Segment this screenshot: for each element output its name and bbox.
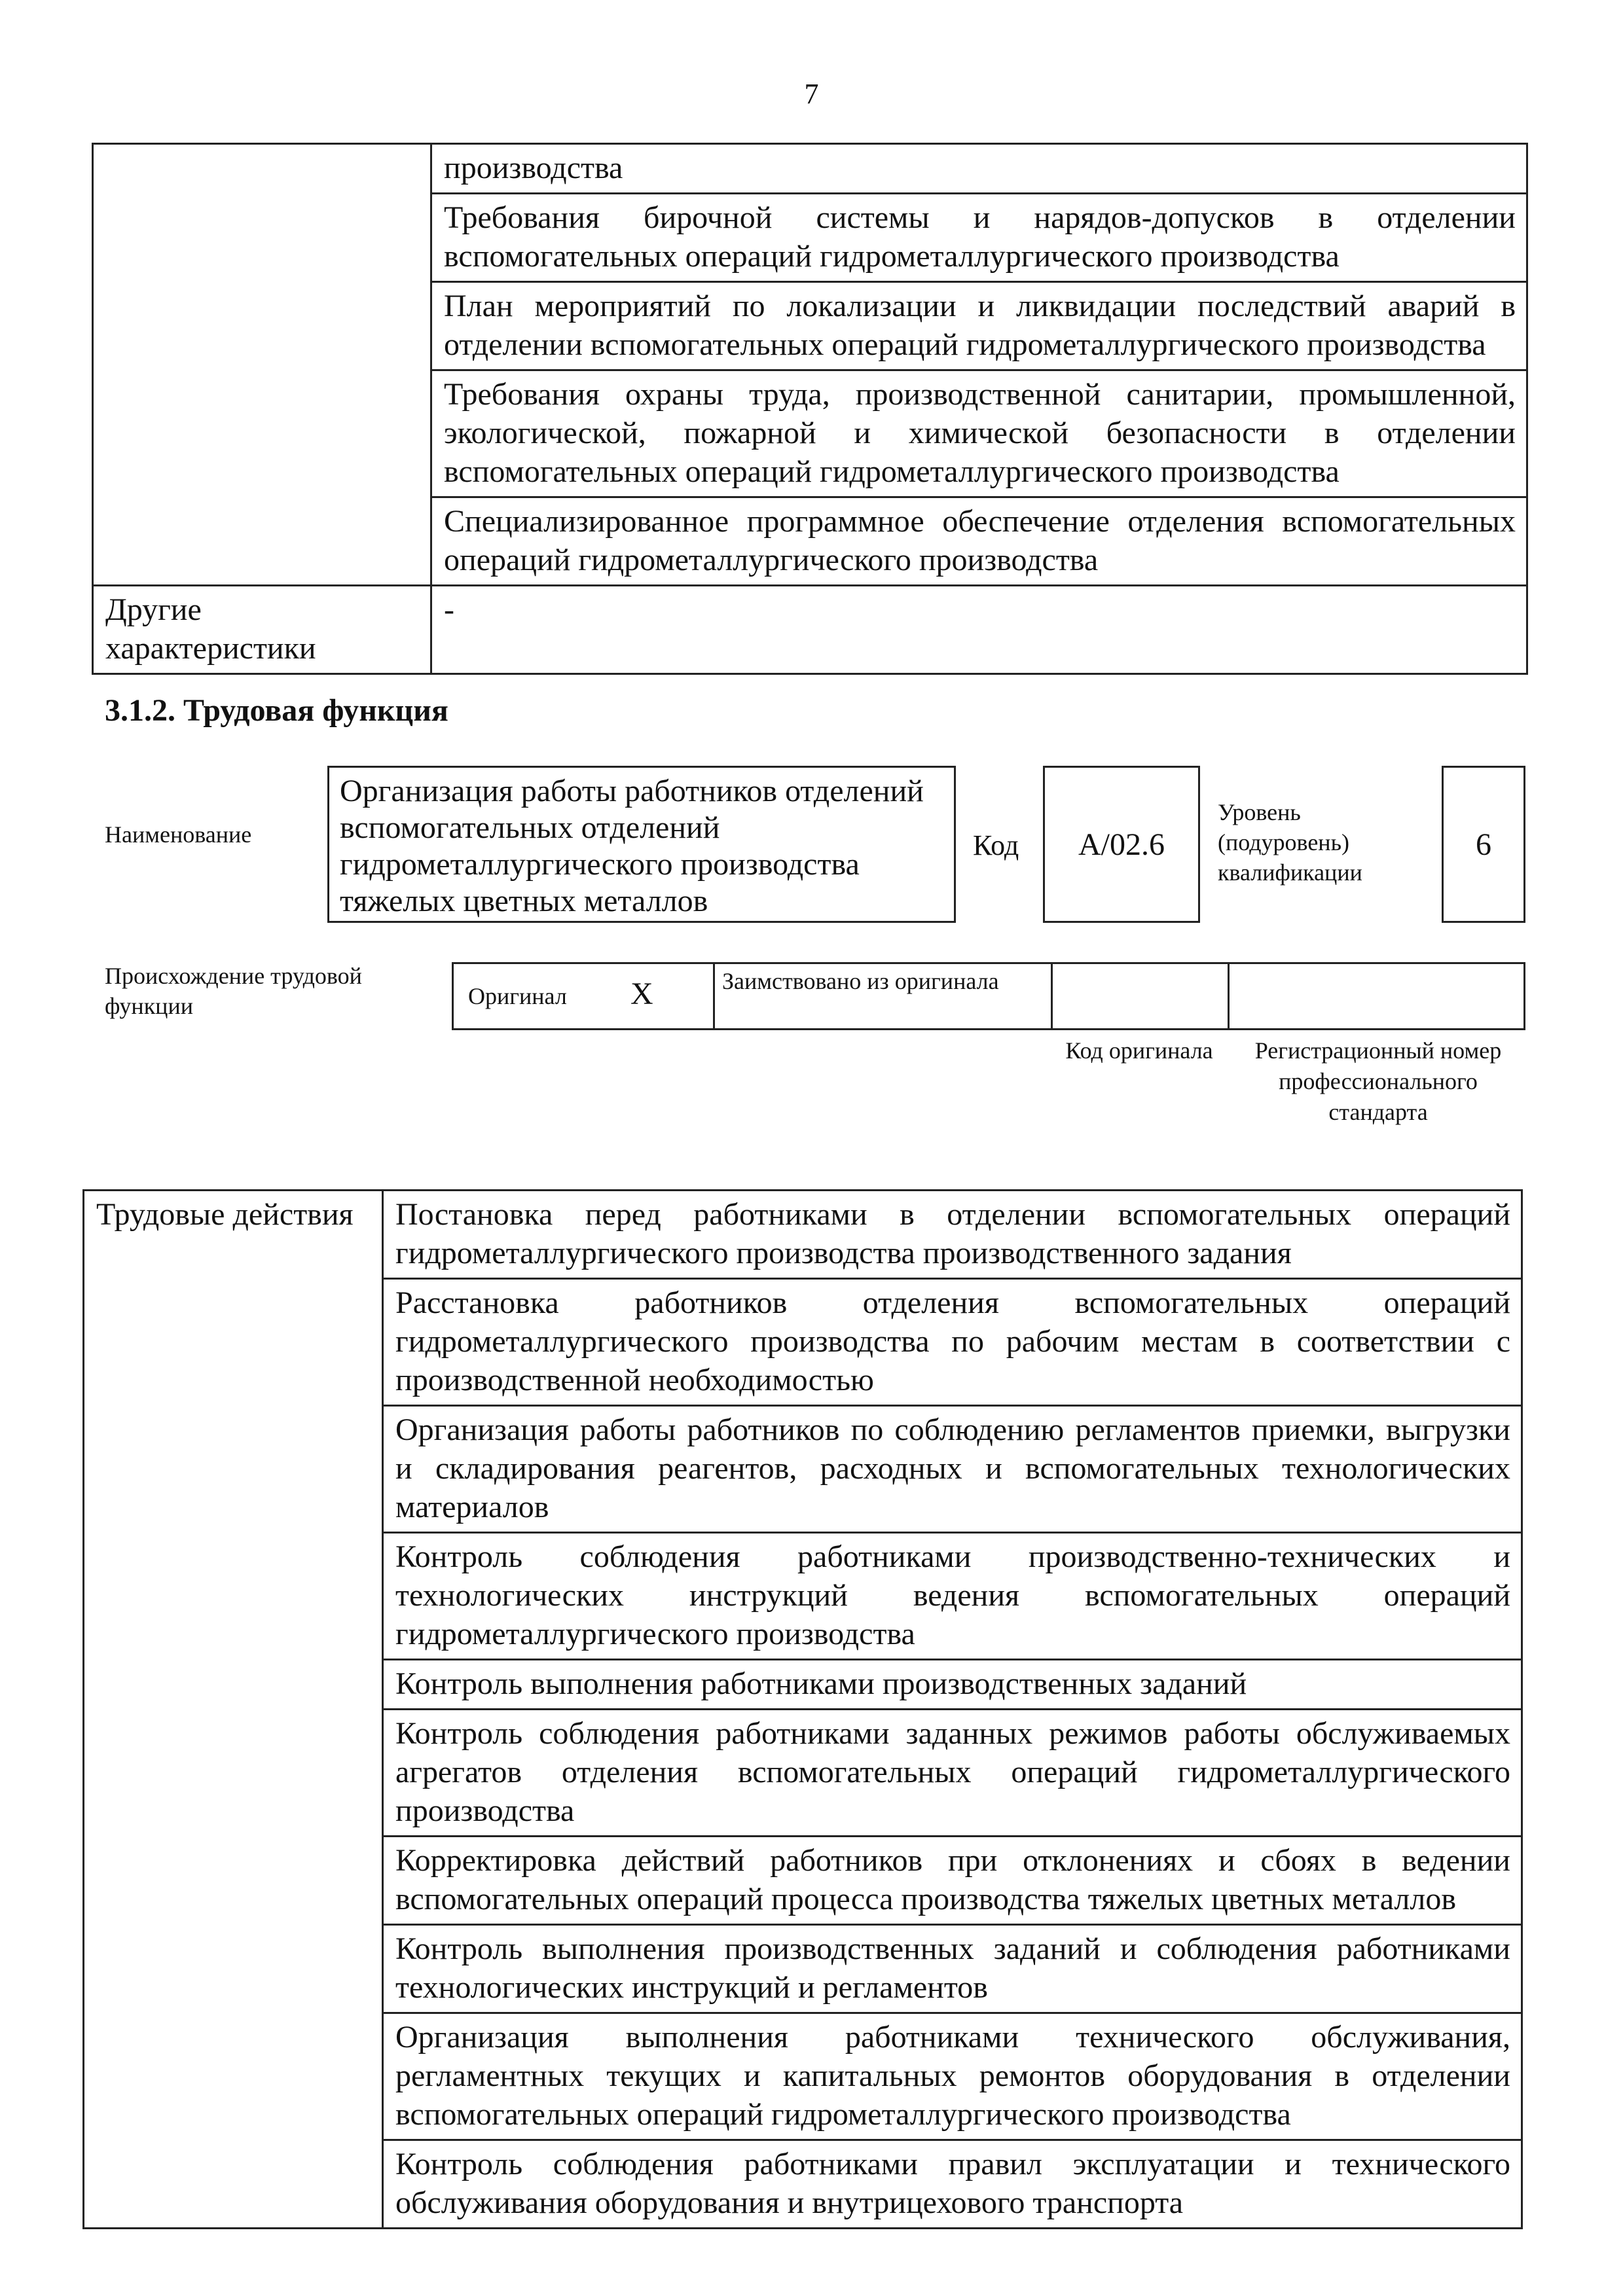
- table-cell-label: Трудовые действия: [84, 1191, 383, 2229]
- table-cell: Требования охраны труда, производственной санитарии, промышленной, экологической, пожарной и химической безопасности в отделении вспомогательных операций гидрометаллургического производства: [431, 370, 1527, 497]
- table-cell: Постановка перед работниками в отделении вспомогательных операций гидрометаллургического производства производственного задания: [383, 1191, 1522, 1279]
- reg-caption: Регистрационный номер профессионального стандарта: [1254, 1037, 1502, 1125]
- origin-row: [452, 962, 1525, 1030]
- code-caption: Код оригинала: [1065, 1037, 1213, 1064]
- table-cell: Контроль соблюдения работниками заданных режимов работы обслуживаемых агрегатов отделения вспомогательных операций гидрометаллургического производства: [383, 1710, 1522, 1837]
- table-cell: Организация работы работников по соблюдению регламентов приемки, выгрузки и складирования реагентов, расходных и вспомогательных технологических материалов: [383, 1406, 1522, 1533]
- original-label: Оригинал: [468, 983, 567, 1009]
- table-cell: План мероприятий по локализации и ликвидации последствий аварий в отделении вспомогательных операций гидрометаллургического производства: [431, 282, 1527, 370]
- table-row: [93, 586, 1527, 674]
- table-cell: Контроль выполнения производственных заданий и соблюдения работниками технологических инструкций и регламентов: [383, 1925, 1522, 2013]
- table-cell: производства: [431, 144, 1527, 194]
- table-cell: Корректировка действий работников при отклонениях и сбоях в ведении вспомогательных операций процесса производства тяжелых цветных металлов: [383, 1837, 1522, 1925]
- divider: [1051, 963, 1053, 1030]
- table-cell: -: [431, 586, 1527, 674]
- origin-label: Происхождение трудовой функции: [105, 963, 362, 1019]
- level-label: Уровень (подуровень) квалификации: [1218, 799, 1362, 886]
- table-cell: Контроль выполнения работниками производственных заданий: [383, 1660, 1522, 1710]
- actions-table: [82, 1189, 1523, 2229]
- top-table: [92, 143, 1528, 675]
- table-cell-label: Другие характеристики: [93, 586, 431, 674]
- table-row: [84, 1191, 1522, 1279]
- function-name-box: Организация работы работников отделений вспомогательных отделений гидрометаллургического производства тяжелых цветных металлов: [327, 766, 956, 923]
- table-cell: Расстановка работников отделения вспомогательных операций гидрометаллургического производства по рабочим местам в соответствии с производственной необходимостью: [383, 1279, 1522, 1406]
- table-cell: Контроль соблюдения работниками производственно-технических и технологических инструкций ведения вспомогательных операций гидрометаллургического производства: [383, 1533, 1522, 1660]
- name-label: Наименование: [105, 821, 252, 848]
- table-row: [93, 144, 1527, 194]
- borrowed-label: Заимствовано из оригинала: [722, 968, 999, 994]
- level-box: 6: [1442, 766, 1525, 923]
- original-mark: X: [630, 977, 653, 1011]
- table-cell: Контроль соблюдения работниками правил эксплуатации и технического обслуживания оборудования и внутрицехового транспорта: [383, 2140, 1522, 2229]
- code-box: A/02.6: [1043, 766, 1200, 923]
- table-cell: Требования бирочной системы и нарядов-допусков в отделении вспомогательных операций гидрометаллургического производства: [431, 194, 1527, 282]
- divider: [713, 963, 715, 1030]
- section-title: 3.1.2. Трудовая функция: [105, 693, 448, 728]
- table-cell-label: [93, 144, 431, 586]
- table-cell: Специализированное программное обеспечение отделения вспомогательных операций гидрометаллургического производства: [431, 497, 1527, 586]
- table-cell: Организация выполнения работниками технического обслуживания, регламентных текущих и капитальных ремонтов оборудования в отделении вспомогательных операций гидрометаллургического производства: [383, 2013, 1522, 2140]
- code-label: Код: [973, 829, 1019, 861]
- divider: [1228, 963, 1230, 1030]
- page-number: 7: [804, 78, 819, 110]
